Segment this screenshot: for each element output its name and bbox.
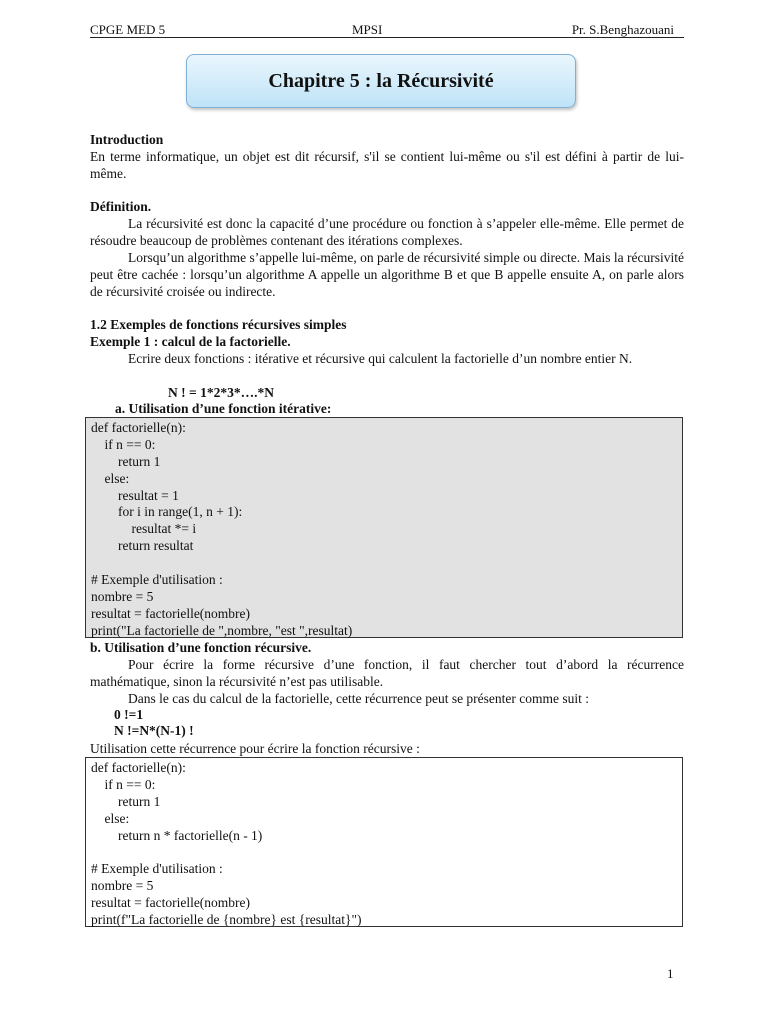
factorial-formula: N ! = 1*2*3*….*N [168,385,274,400]
code-line: print(f"La factorielle de {nombre} est {resultat}") [91,912,362,928]
subsection-a-heading: a. Utilisation d’une fonction itérative: [115,401,332,416]
example-text: Ecrire deux fonctions : itérative et récursive qui calculent la factorielle d’un nombre entier N. [128,351,633,366]
code-line: resultat = 1 [91,487,179,503]
header-right: Pr. S.Benghazouani [571,22,674,37]
code-line: else: [91,470,130,486]
code-line: nombre = 5 [91,878,154,894]
code-line: # Exemple d'utilisation : [91,861,223,877]
definition-paragraph-1: La récursivité est donc la capacité d’une procédure ou fonction à s’appeler elle-même. Elle permet de résoudre beaucoup de problèmes contenant des itérations complexes. [90,216,684,248]
header-center: MPSI [352,22,383,37]
code-line: for i in range(1, n + 1): [91,504,243,520]
code-line: resultat *= i [91,521,197,537]
intro-text: En terme informatique, un objet est dit récursif, s'il se contient lui-même ou s'il est défini à partir de lui-même. [90,149,684,181]
part-b-paragraph-3: Utilisation cette récurrence pour écrire la fonction récursive : [90,741,420,756]
part-b-paragraph-2: Dans le cas du calcul de la factorielle, cette récurrence peut se présenter comme suit : [128,691,590,706]
section-heading: 1.2 Exemples de fonctions récursives simples [90,317,347,332]
page-number: 1 [667,966,674,981]
chapter-title: Chapitre 5 : la Récursivité [268,69,494,92]
code-line: return resultat [91,538,194,554]
code-line: def factorielle(n): [91,420,186,435]
recurrence-step: N !=N*(N-1) ! [114,723,194,738]
code-line: # Exemple d'utilisation : [91,572,223,588]
header-divider [90,37,684,38]
chapter-title-box [186,54,576,108]
code-line: return 1 [91,793,161,809]
code-line [91,555,682,572]
code-line: resultat = factorielle(nombre) [91,895,251,911]
code-line: if n == 0: [91,436,156,452]
definition-heading: Définition. [90,199,152,214]
code-line [91,844,682,861]
code-line: return 1 [91,453,161,469]
code-line: def factorielle(n): [91,760,186,775]
part-b-paragraph-1: Pour écrire la forme récursive d’une fonction, il faut chercher tout d’abord la récurrence mathématique, sinon la récursivité n’est pas utilisable. [90,657,684,689]
code-line: resultat = factorielle(nombre) [91,605,251,621]
code-line: if n == 0: [91,776,156,792]
definition-paragraph-2: Lorsqu’un algorithme s’appelle lui-même, on parle de récursivité simple ou directe. Mais la récursivité peut être cachée : lorsqu’un algorithme A appelle un algorithme B et que B appelle ensuite A, on parle alors de récursivité croisée ou indirecte. [90,250,684,299]
recurrence-base: 0 !=1 [114,707,144,722]
code-line: print("La factorielle de ",nombre, "est ",resultat) [91,622,353,638]
iterative-code-block [85,417,683,638]
intro-heading: Introduction [90,132,164,147]
header-left: CPGE MED 5 [90,22,166,37]
code-line: else: [91,810,130,826]
subsection-b-heading: b. Utilisation d’une fonction récursive. [90,640,312,655]
example-title: Exemple 1 : calcul de la factorielle. [90,334,291,349]
recursive-code-block [85,757,683,927]
code-line: nombre = 5 [91,588,154,604]
code-line: return n * factorielle(n - 1) [91,827,263,843]
